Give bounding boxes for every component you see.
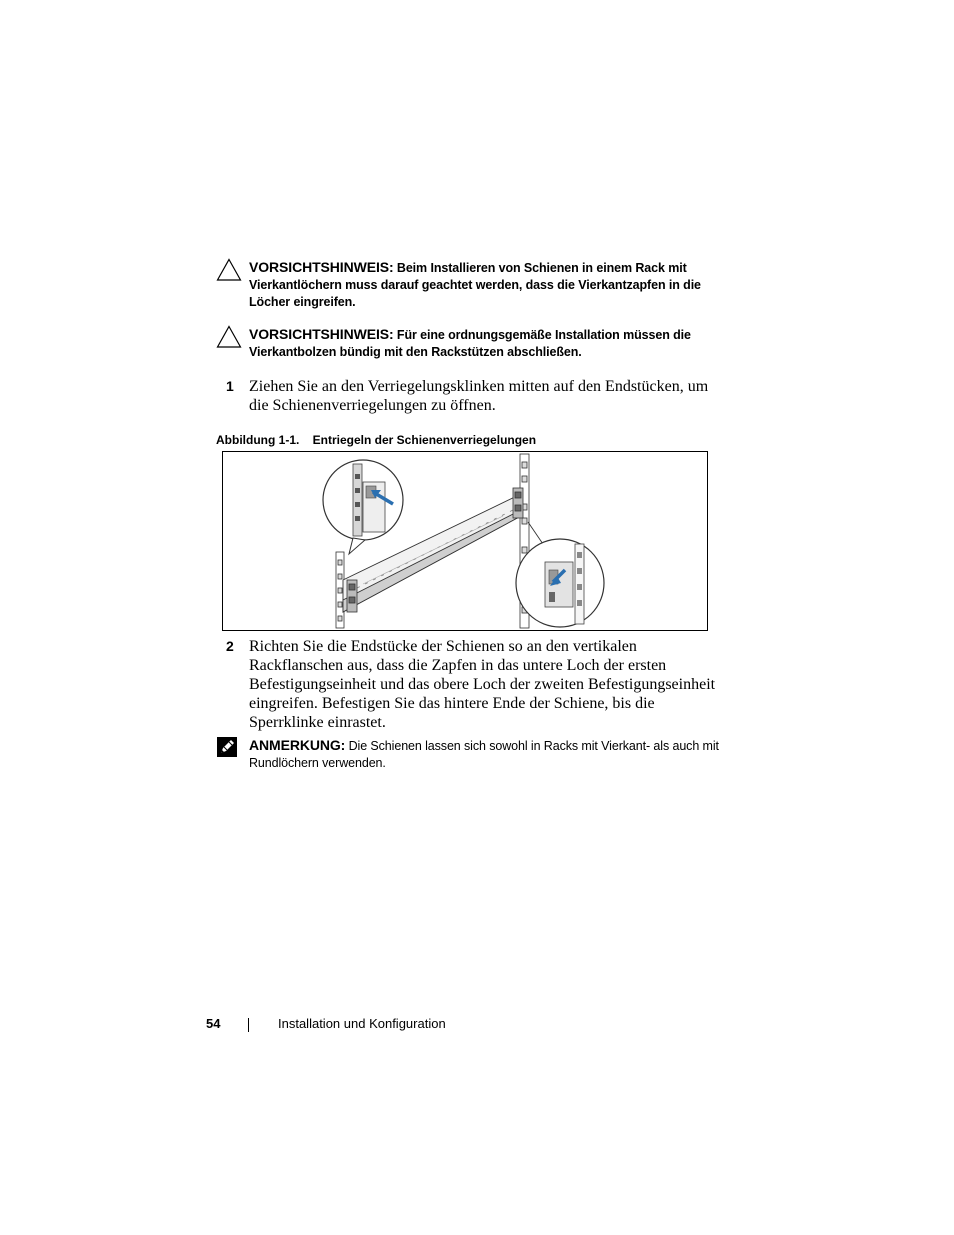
note-body: Die Schienen lassen sich sowohl in Racks mit Vierkant- als auch mit Rundlöchern verwenden. [249,739,719,770]
caution-notice-1 [216,258,716,314]
caution-triangle-icon [216,325,242,354]
caution-label: VORSICHTSHINWEIS: [249,326,394,342]
rail-illustration [223,452,707,629]
step-number: 2 [226,638,234,654]
caution-body: Beim Installieren von Schienen in einem Rack mit Vierkantlöchern muss darauf geachtet werden, dass die Vierkantzapfen in die Löcher eingreifen. [249,261,701,309]
note-notice [216,736,719,776]
figure-rail-unlock [222,451,708,631]
caution-text [249,326,719,361]
page-number: 54 [206,1016,221,1031]
note-label: ANMERKUNG: [249,737,346,753]
caution-body: Für eine ordnungsgemäße Installation müssen die Vierkantbolzen bündig mit den Rackstützen abschließen. [249,328,691,359]
section-title: Installation und Konfiguration [278,1016,446,1031]
footer-divider [248,1018,249,1032]
caution-notice-2 [216,325,716,365]
pencil-note-icon [216,736,238,763]
caution-label: VORSICHTSHINWEIS: [249,259,394,275]
step-text: Richten Sie die Endstücke der Schienen so an den vertikalen Rackflanschen aus, dass die Zapfen in das untere Loch der ersten Befestigungseinheit und das obere Loch der zweiten Befestigungseinheit eingreifen. Befestigen Sie das hintere Ende der Schiene, bis die Sperrklinke einrastet. [249,638,716,731]
rail-end-right [513,488,523,518]
figure-caption: Abbildung 1-1. Entriegeln der Schienenverriegelungen [216,433,537,447]
rail-end-left [347,580,357,612]
caution-text [249,259,719,311]
step-text: Ziehen Sie an den Verriegelungsklinken mitten auf den Endstücken, um die Schienenverriegelungen zu öffnen. [249,378,709,414]
caution-triangle-icon [216,258,242,287]
step-number: 1 [226,378,234,394]
note-text [249,737,719,772]
detail-view-top [323,460,403,554]
